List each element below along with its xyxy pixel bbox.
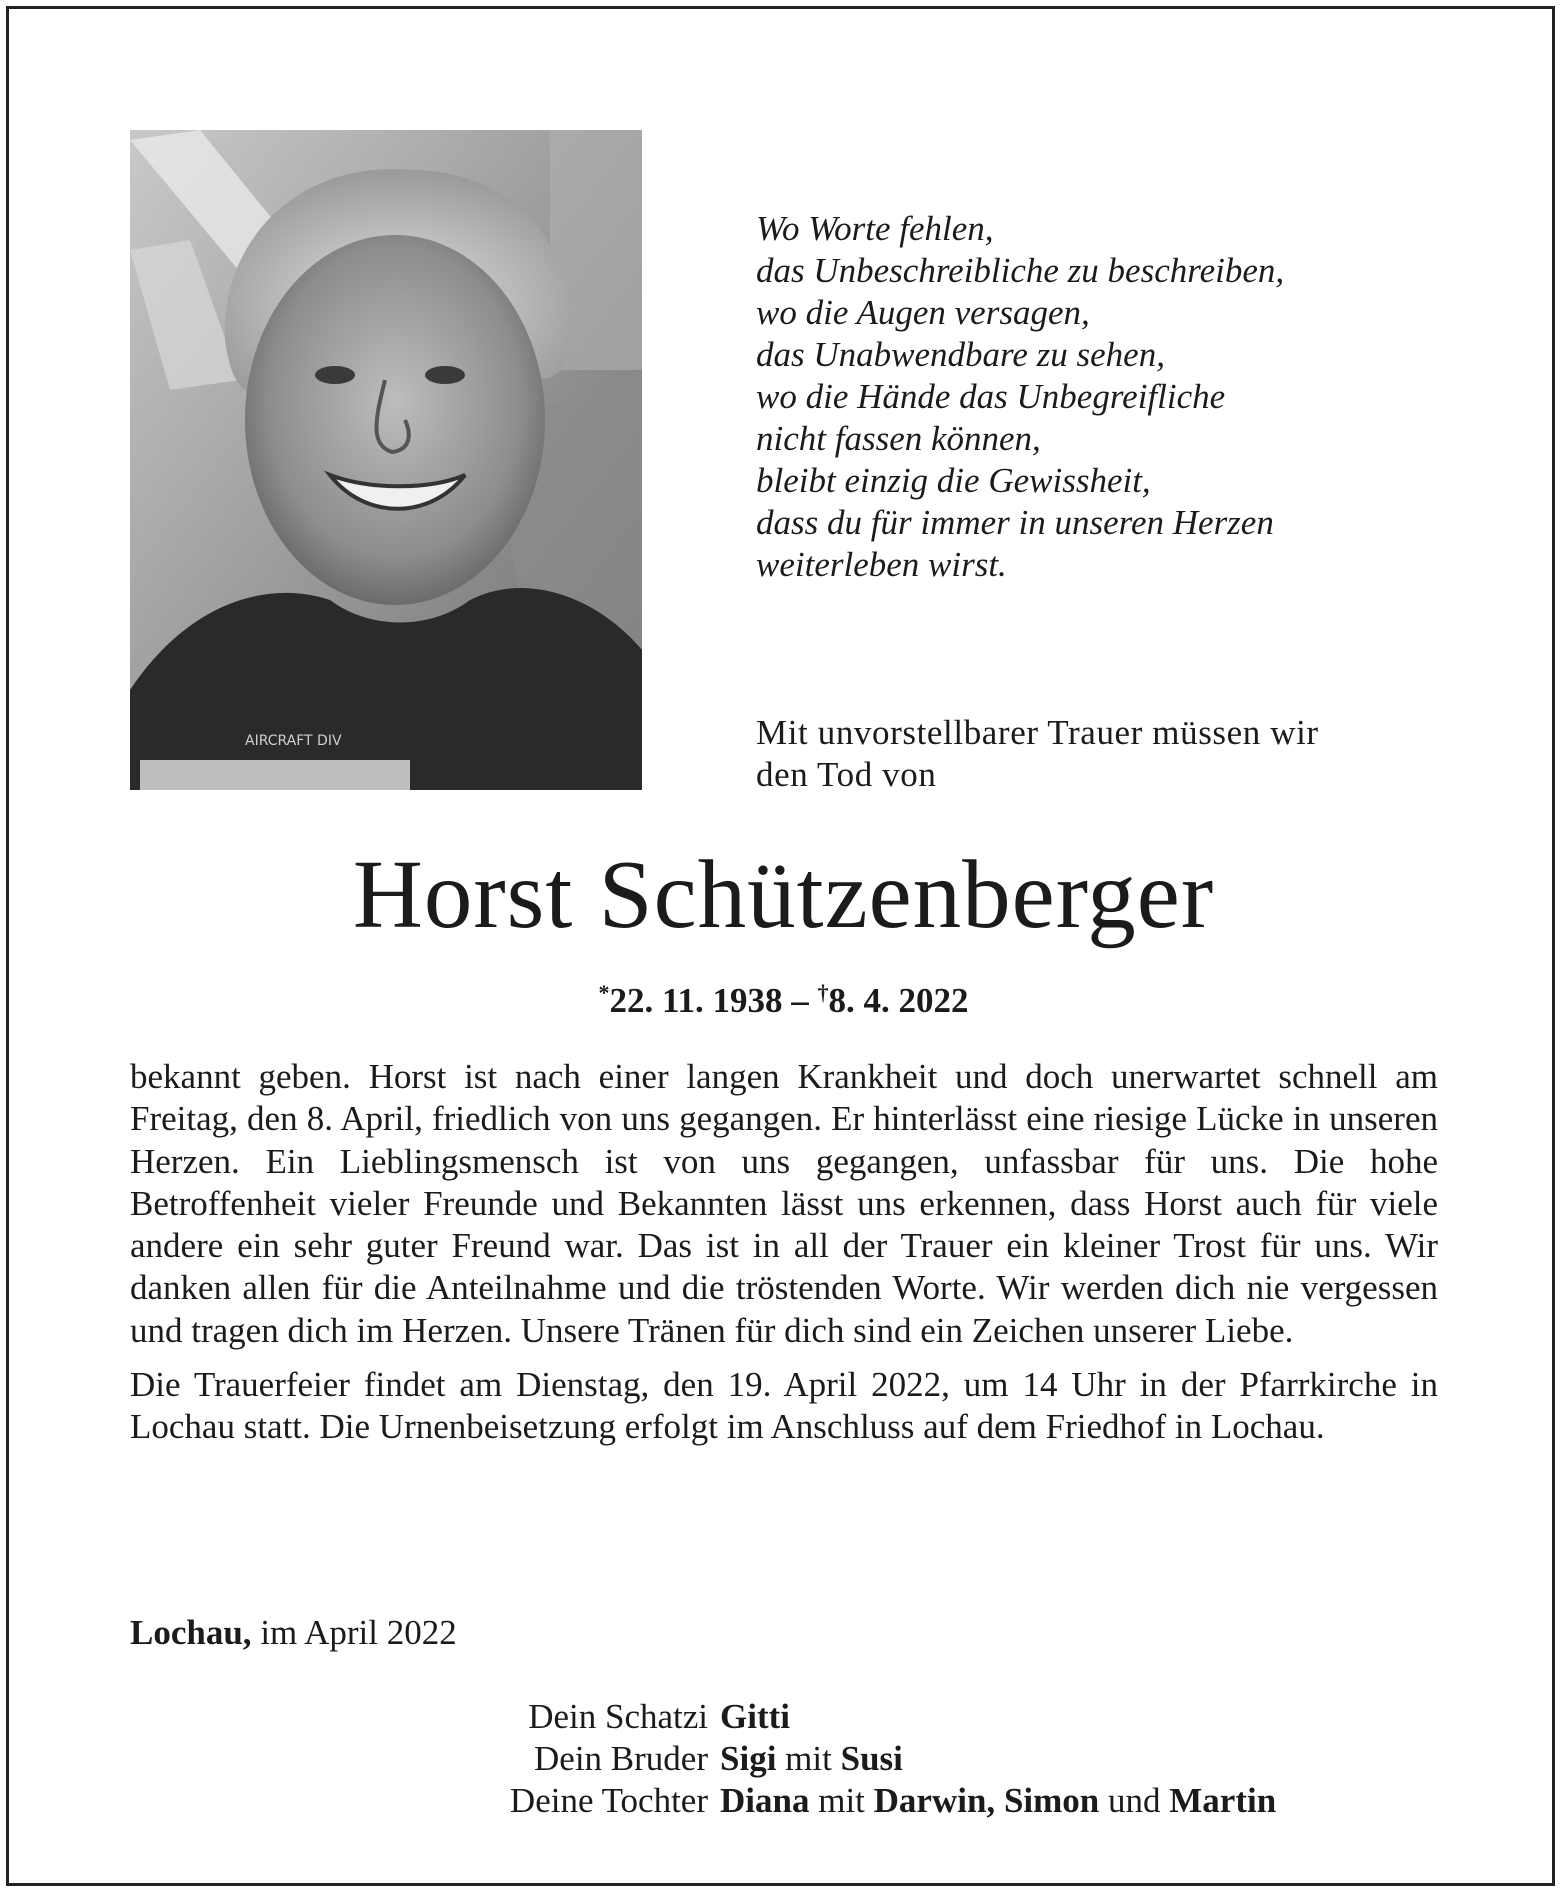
signer-row [130,1780,1438,1822]
signer-name: Sigi [720,1739,777,1778]
signer-names [720,1738,903,1780]
signer-partner: Susi [840,1739,903,1778]
signer-relation: Dein Bruder [534,1739,708,1778]
poem-line: weiterleben wirst. [756,545,1007,584]
signer-row [130,1738,1438,1780]
body-paragraph: bekannt geben. Horst ist nach einer langen Krankheit und doch unerwartet schnell am Freitag, den 8. April, friedlich von uns gegangen. Er hinterlässt eine riesige Lücke in unseren Herzen. Ein Lieblingsmensch ist von uns gegangen, unfassbar für uns. Die hohe Betroffenheit vieler Freunde und Bekannten lässt uns erkennen, dass Horst auch für viele andere ein sehr guter Freund war. Das ist in all der Trauer ein kleiner Trost für uns. Wir danken allen für die Anteilnahme und die tröstenden Worte. Wir werden dich nie vergessen und tragen dich im Herzen. Unsere Tränen für dich sind ein Zeichen unserer Liebe. [130,1057,1438,1350]
birth-symbol: * [598,980,610,1005]
poem-line: Wo Worte fehlen, [756,209,994,248]
poem-line: das Unbeschreibliche zu beschreiben, [756,251,1285,290]
signer-relation: Deine Tochter [509,1781,708,1820]
signer-and: und [1099,1781,1170,1820]
signer-relation: Dein Schatzi [528,1697,708,1736]
mourners-list [130,1696,1438,1822]
intro-line: den Tod von [756,755,937,794]
place-date [130,1612,457,1654]
birth-date: 22. 11. 1938 [609,981,783,1020]
poem-line: das Unabwendbare zu sehen, [756,335,1165,374]
announcement-intro [756,712,1456,796]
poem-line: wo die Augen versagen, [756,293,1090,332]
poem-line: wo die Hände das Unbegreifliche [756,377,1226,416]
signer-joiner: mit [809,1781,874,1820]
memorial-poem [756,208,1456,586]
signer-grandchild: Martin [1169,1781,1277,1820]
poem-line: nicht fassen können, [756,419,1041,458]
life-dates [0,972,1567,1022]
death-symbol: † [817,980,829,1005]
poem-line: bleibt einzig die Gewissheit, [756,461,1151,500]
portrait-image [130,130,642,790]
signer-grandchild: Simon [1003,1781,1100,1820]
shirt-print: AIRCRAFT DIV [245,733,342,749]
date-separator: – [782,981,818,1020]
intro-line: Mit unvorstellbarer Trauer müssen wir [756,713,1319,752]
funeral-details: Die Trauerfeier findet am Dienstag, den 19. April 2022, um 14 Uhr in der Pfarrkirche in Lochau statt. Die Urnenbeisetzung erfolgt im Anschluss auf dem Friedhof in Lochau. [130,1365,1438,1447]
signer-grandchild: Darwin, [873,1781,996,1820]
signer-row [130,1696,1438,1738]
poem-line: dass du für immer in unseren Herzen [756,503,1274,542]
place-month: im April 2022 [251,1613,457,1652]
signer-name: Diana [720,1781,810,1820]
portrait-photo [130,130,642,790]
signer-name: Gitti [720,1697,790,1736]
place-town: Lochau, [130,1613,252,1652]
announcement-body [130,1056,1438,1449]
signer-names [720,1696,790,1738]
signer-joiner: mit [776,1739,841,1778]
signer-names [720,1780,1276,1822]
deceased-name: Horst Schützenberger [352,841,1215,948]
death-date: 8. 4. 2022 [828,981,969,1020]
